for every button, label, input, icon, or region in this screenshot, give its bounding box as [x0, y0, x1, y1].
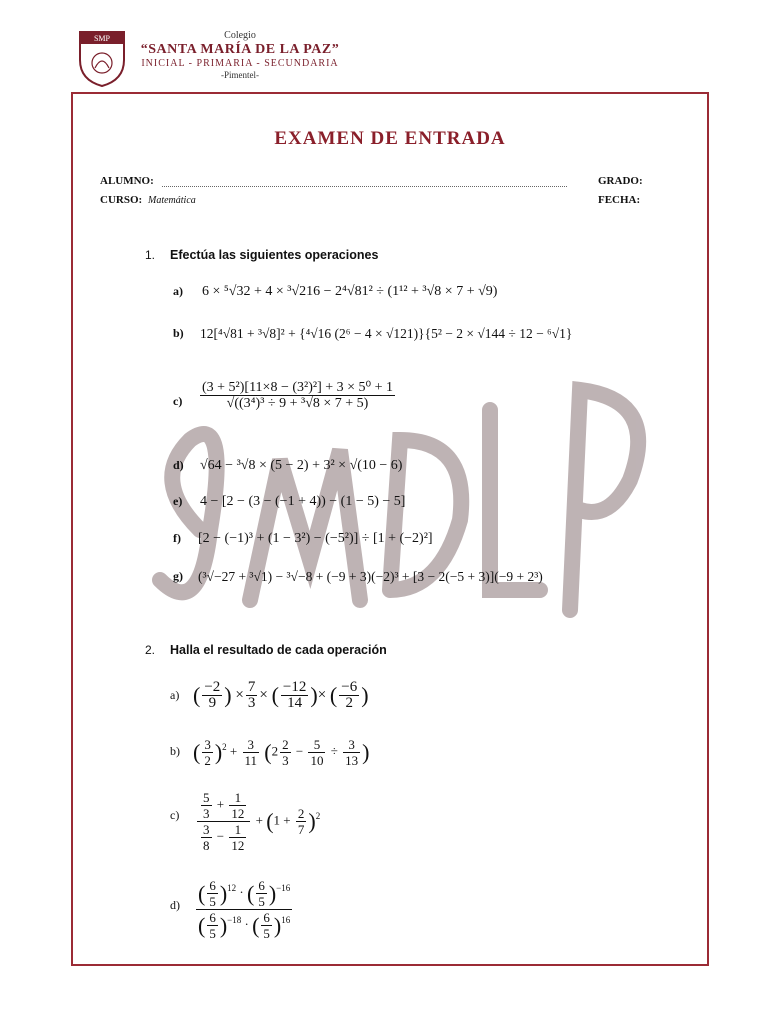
question-1-number: 1.: [145, 248, 156, 262]
fecha-label: FECHA:: [598, 194, 641, 206]
q1-item-f-expr: [2 − (−1)³ + (1 − 3²) − (−5²)] ÷ [1 + (−2)²]: [198, 531, 433, 546]
q1-item-a-label: a): [173, 284, 183, 298]
q1-item-e-expr: 4 − [2 − (3 − (−1 + 4)) − (1 − 5) − 5]: [200, 494, 406, 509]
q1-item-f-label: f): [173, 531, 181, 545]
alumno-field[interactable]: [162, 186, 567, 187]
q2-item-b-expr: ( $\frac{3}{2}$ )$^2$ + $\frac{3}{11}$ (2 $\frac{2}{3}$ − $\frac{5}{10}$ ÷ $\frac{3}{13}$ ): [193, 737, 370, 768]
fraction-numerator: (3 + 5²)[11×8 − (3²)²] + 3 × 5⁰ + 1: [202, 380, 394, 395]
curso-value: Matemática: [148, 195, 196, 206]
page-header: [0, 0, 768, 92]
exam-title: EXAMEN DE ENTRADA: [274, 128, 506, 149]
school-name: “SANTA MARÍA DE LA PAZ”: [140, 42, 340, 57]
alumno-label: ALUMNO:: [100, 175, 154, 187]
exam-frame: [71, 92, 709, 966]
q2-item-c-label: c): [170, 808, 180, 822]
q1-item-c-label: c): [173, 394, 183, 408]
curso-label: CURSO:: [100, 194, 143, 206]
q1-item-b-expr: 12[⁴√81 + ³√8]² + {⁴√16 (2⁶ − 4 × √121)}{5² − 2 × √144 ÷ 12 − ⁶√1}: [200, 326, 573, 341]
q1-item-g-expr: (³√−27 + ³√1) − ³√−8 + (−9 + 3)(−2)³ + [3 − 2(−5 + 3)](−9 + 2³): [198, 569, 543, 584]
q1-item-c-expr: [198, 380, 397, 411]
q1-item-d-label: d): [173, 458, 184, 472]
question-2-number: 2.: [145, 643, 156, 657]
q2-item-a-label: a): [170, 688, 180, 702]
q1-item-b-label: b): [173, 326, 184, 340]
grado-label: GRADO:: [598, 175, 643, 187]
school-info: [110, 30, 370, 81]
q2-item-d-expr: ( $\frac{6}{5}$ )$^{12}$ · ( $\frac{6}{5}$ )$^{-16}$ ( $\frac{6}{5}$ )$^{-18}$ · ( $\frac{6}{5}$ )$^{16}$: [198, 878, 291, 941]
question-1-text: Efectúa las siguientes operaciones: [170, 248, 379, 262]
school-city: -Pimentel-: [221, 70, 259, 80]
svg-text:SMP: SMP: [93, 34, 111, 43]
q1-item-d-expr: √64 − ³√8 × (5 − 2) + 3² × √(10 − 6): [200, 458, 403, 473]
q1-item-a-expr: 6 × ⁵√32 + 4 × ³√216 − 2⁴√81² ÷ (1¹² + ³√8 × 7 + √9): [202, 284, 498, 299]
q2-item-d-label: d): [170, 898, 180, 912]
question-2-text: Halla el resultado de cada operación: [170, 643, 387, 657]
q2-item-a-expr: ( $\frac{-2}{9}$ ) × $\frac{7}{3}$ × ( $\frac{-12}{14}$ )× ( $\frac{-6}{2}$ ): [193, 679, 369, 711]
colegio-label: Colegio: [224, 30, 256, 41]
fraction-denominator: √((3⁴)³ ÷ 9 + ³√8 × 7 + 5): [226, 396, 369, 411]
q2-item-b-label: b): [170, 744, 180, 758]
q2-item-c-expr: $\frac{5}{3}$ + $\frac{1}{12}$ $\frac{3}{8}$ − $\frac{1}{12}$ + (1 + $\frac{2}{7}$ )$^2$: [195, 790, 320, 853]
q1-item-g-label: g): [173, 569, 183, 583]
fraction: [200, 380, 395, 411]
q1-item-e-label: e): [173, 494, 183, 508]
school-levels: INICIAL - PRIMARIA - SECUNDARIA: [141, 58, 339, 69]
